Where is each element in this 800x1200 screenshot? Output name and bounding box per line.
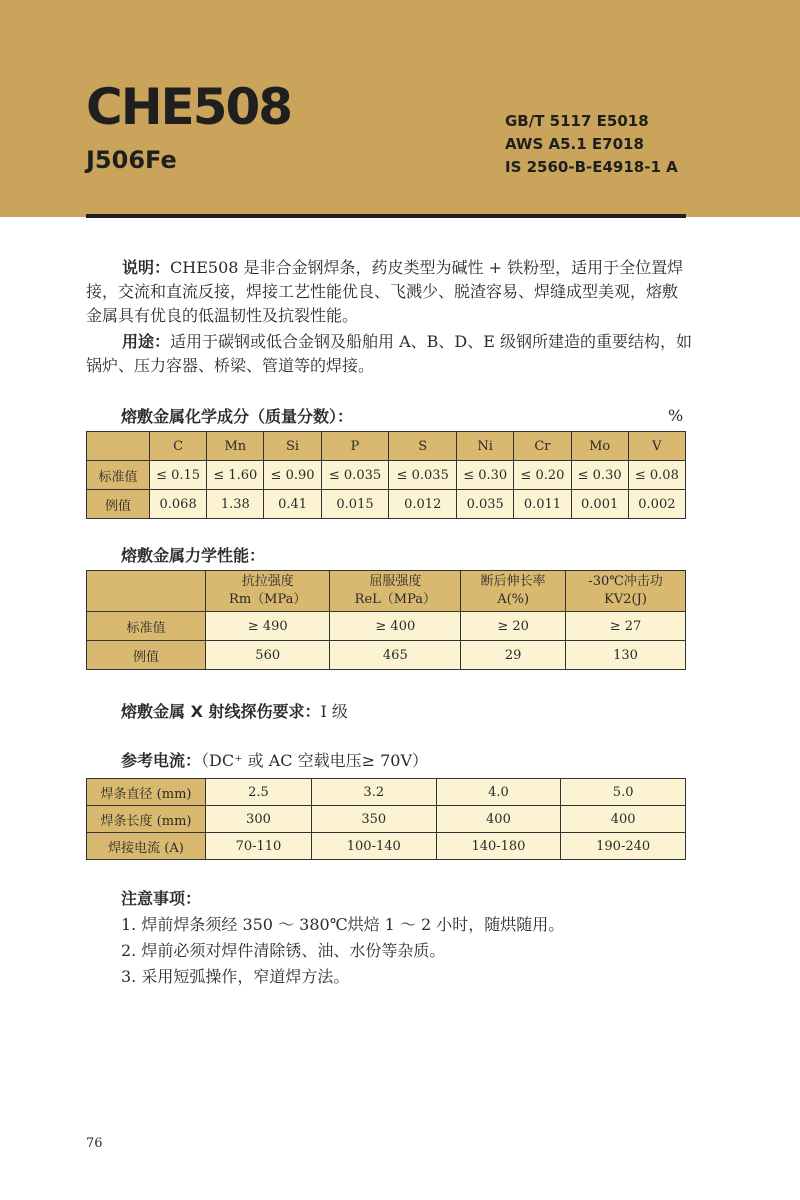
chem-cell: ≤ 0.30	[457, 461, 514, 490]
current-cell: 3.2	[311, 779, 436, 806]
description-label: 说明：	[122, 258, 171, 277]
chem-unit: %	[668, 406, 684, 425]
usage-paragraph	[86, 330, 692, 378]
usage-text: 适用于碳钢或低合金钢及船舶用 A、B、D、E 级钢所建造的重要结构，如锅炉、压力容器、桥梁、管道等的焊接。	[86, 332, 693, 375]
header-band	[0, 0, 800, 217]
current-row-label: 焊接电流 (A)	[87, 833, 206, 860]
mech-cell: ≥ 20	[461, 612, 566, 641]
mech-cell: ≥ 27	[566, 612, 686, 641]
chem-cell: 0.012	[389, 490, 457, 519]
mech-row-standard	[87, 612, 686, 641]
current-row-label: 焊条长度 (mm)	[87, 806, 206, 833]
current-row-label: 焊条直径 (mm)	[87, 779, 206, 806]
current-row-amperage	[87, 833, 686, 860]
note-item: 1. 焊前焊条须经 350 ～ 380℃烘焙 1 ～ 2 小时，随烘随用。	[121, 915, 565, 934]
standard-gb: GB/T 5117 E5018	[505, 112, 649, 130]
product-title: CHE508	[86, 78, 292, 136]
current-note: （DC⁺ 或 AC 空载电压≥ 70V）	[201, 751, 428, 770]
chem-header-cell: Mn	[207, 432, 264, 461]
xray-value: I 级	[320, 702, 348, 721]
current-cell: 70-110	[206, 833, 312, 860]
chem-cell: ≤ 0.035	[389, 461, 457, 490]
mech-row-example	[87, 641, 686, 670]
chem-row-label: 例值	[87, 490, 150, 519]
current-cell: 4.0	[436, 779, 561, 806]
standard-is: IS 2560-B-E4918-1 A	[505, 158, 678, 176]
current-title: 参考电流：	[121, 751, 202, 770]
header-rule	[86, 214, 686, 218]
chem-cell: 0.068	[150, 490, 207, 519]
current-cell: 2.5	[206, 779, 312, 806]
chem-cell: 0.011	[514, 490, 571, 519]
note-item: 2. 焊前必须对焊件清除锈、油、水份等杂质。	[121, 941, 446, 960]
chem-header-cell: C	[150, 432, 207, 461]
xray-line	[121, 701, 348, 723]
chem-cell: ≤ 0.15	[150, 461, 207, 490]
chem-cell: 0.002	[628, 490, 685, 519]
xray-title: 熔敷金属 X 射线探伤要求：	[121, 702, 321, 721]
mech-row-label: 标准值	[87, 612, 206, 641]
chem-cell: ≤ 0.90	[264, 461, 321, 490]
notes-title: 注意事项：	[121, 889, 202, 908]
mech-table	[86, 570, 686, 670]
description-paragraph	[86, 256, 692, 328]
standard-aws: AWS A5.1 E7018	[505, 135, 644, 153]
mech-title: 熔敷金属力学性能：	[121, 546, 266, 565]
mech-cell: ≥ 490	[206, 612, 330, 641]
mech-cell: 29	[461, 641, 566, 670]
current-line	[121, 750, 428, 772]
mech-header-cell: 抗拉强度 Rm（MPa）	[206, 571, 330, 612]
chem-cell: ≤ 0.035	[321, 461, 389, 490]
mech-cell: 560	[206, 641, 330, 670]
chem-row-label: 标准值	[87, 461, 150, 490]
chem-header-row	[87, 432, 686, 461]
chem-cell: 0.035	[457, 490, 514, 519]
chem-header-cell: V	[628, 432, 685, 461]
chem-cell: ≤ 1.60	[207, 461, 264, 490]
chem-cell: 0.41	[264, 490, 321, 519]
chem-header-cell: Si	[264, 432, 321, 461]
chem-header-cell: Cr	[514, 432, 571, 461]
chem-cell: 1.38	[207, 490, 264, 519]
chem-header-cell: P	[321, 432, 389, 461]
current-cell: 400	[561, 806, 686, 833]
current-cell: 5.0	[561, 779, 686, 806]
mech-header-row	[87, 571, 686, 612]
chem-header-cell: S	[389, 432, 457, 461]
mech-header-cell: 屈服强度 ReL（MPa）	[330, 571, 461, 612]
current-table	[86, 778, 686, 860]
current-cell: 350	[311, 806, 436, 833]
current-cell: 300	[206, 806, 312, 833]
description-text: CHE508 是非合金钢焊条，药皮类型为碱性 + 铁粉型，适用于全位置焊接，交流和直流反接，焊接工艺性能优良、飞溅少、脱渣容易、焊缝成型美观，熔敷金属具有优良的低温韧性及抗裂性能。	[86, 258, 684, 325]
chem-title: 熔敷金属化学成分（质量分数）：	[121, 407, 354, 426]
mech-header-cell	[87, 571, 206, 612]
mech-cell: ≥ 400	[330, 612, 461, 641]
chem-header-cell: Mo	[571, 432, 628, 461]
chem-cell: ≤ 0.20	[514, 461, 571, 490]
current-cell: 140-180	[436, 833, 561, 860]
current-cell: 100-140	[311, 833, 436, 860]
chem-cell: ≤ 0.08	[628, 461, 685, 490]
page-number: 76	[86, 1136, 103, 1151]
chem-cell: 0.015	[321, 490, 389, 519]
mech-cell: 130	[566, 641, 686, 670]
current-row-diameter	[87, 779, 686, 806]
current-row-length	[87, 806, 686, 833]
usage-label: 用途：	[122, 332, 171, 351]
chem-cell: 0.001	[571, 490, 628, 519]
chem-header-cell	[87, 432, 150, 461]
current-cell: 400	[436, 806, 561, 833]
chem-row-example	[87, 490, 686, 519]
mech-header-cell: -30℃冲击功 KV2(J)	[566, 571, 686, 612]
chem-cell: ≤ 0.30	[571, 461, 628, 490]
mech-header-cell: 断后伸长率 A(%)	[461, 571, 566, 612]
product-subtitle: J506Fe	[86, 146, 177, 174]
notes-section	[121, 886, 564, 990]
chem-header-cell: Ni	[457, 432, 514, 461]
current-cell: 190-240	[561, 833, 686, 860]
chem-row-standard	[87, 461, 686, 490]
chem-table	[86, 431, 686, 519]
mech-row-label: 例值	[87, 641, 206, 670]
mech-cell: 465	[330, 641, 461, 670]
note-item: 3. 采用短弧操作，窄道焊方法。	[121, 967, 350, 986]
standards-list	[505, 110, 678, 179]
